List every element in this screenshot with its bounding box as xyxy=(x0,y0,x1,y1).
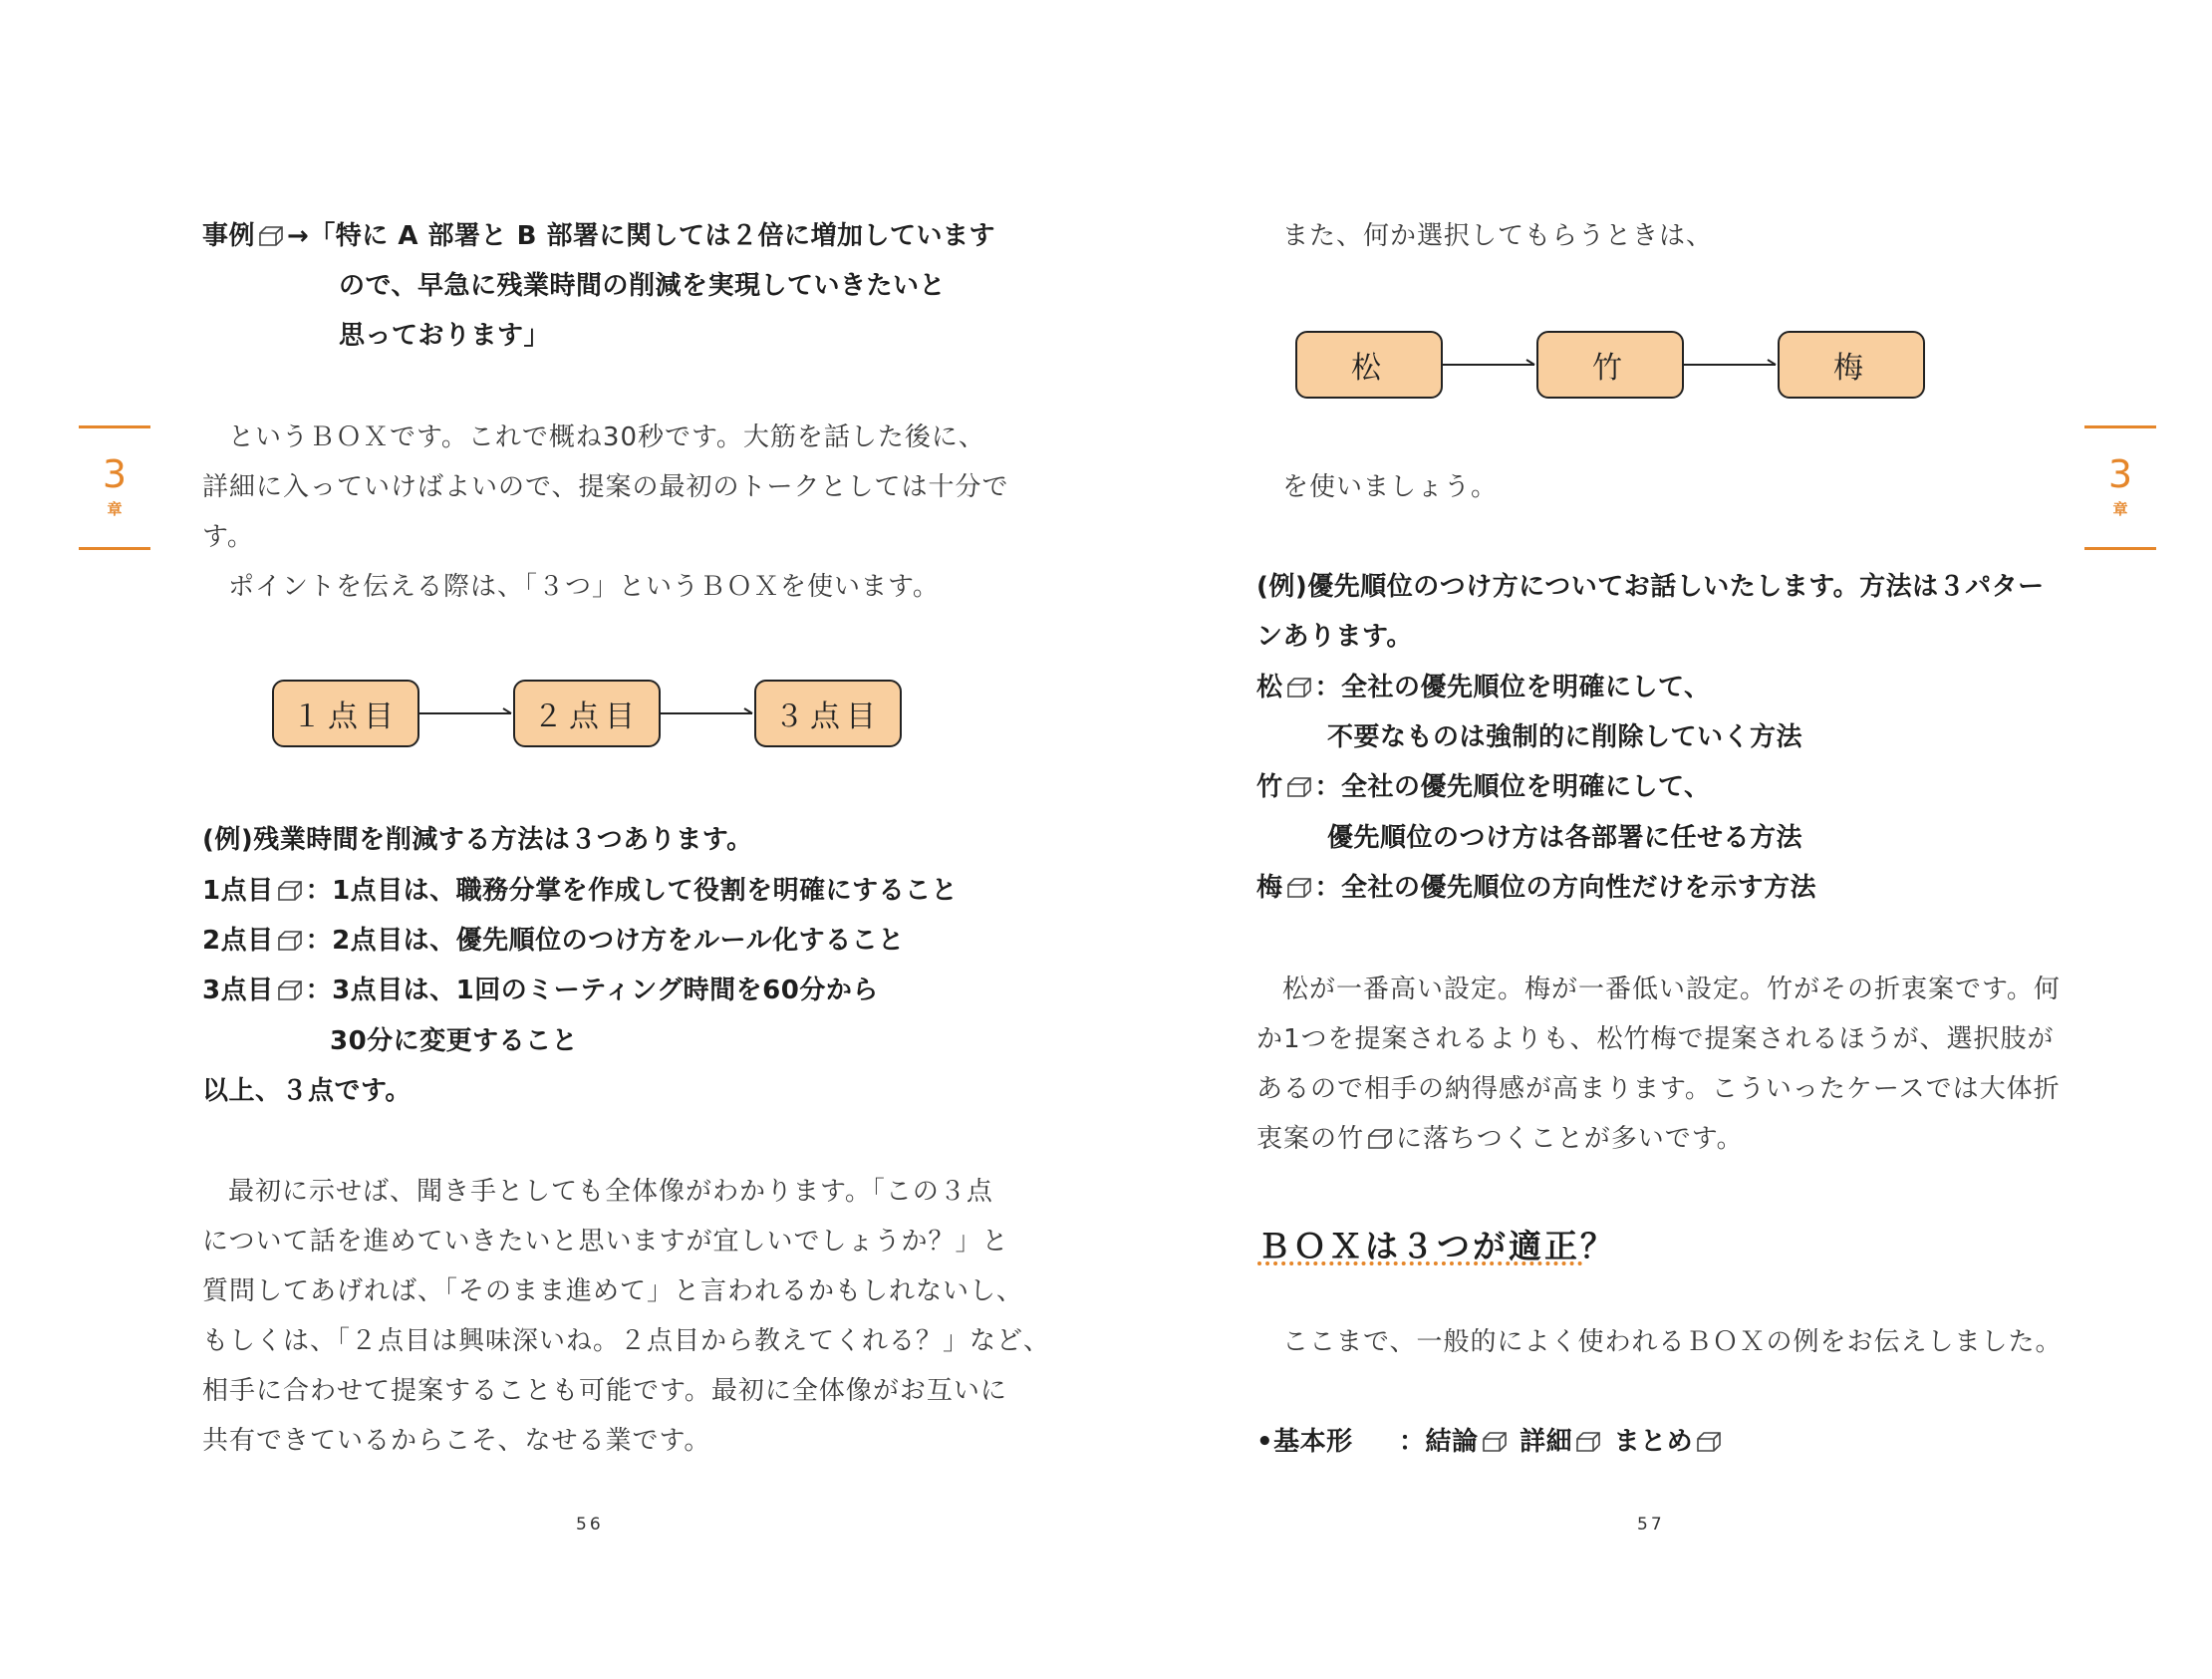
after-flow-line: を使いましょう。 xyxy=(1282,472,1499,502)
flow-box-matsu: 松 xyxy=(1295,331,1443,399)
example-line-3: 思っております」 xyxy=(339,321,551,351)
intro-line: また、何か選択してもらうときは、 xyxy=(1282,221,1714,251)
page-number: 57 xyxy=(1637,1515,1665,1535)
box-icon xyxy=(1481,1430,1509,1454)
para-line: 最初に示せば、聞き手としても全体像がわかります。「この３点 xyxy=(228,1177,993,1207)
basic-item-conclusion: ：結論 xyxy=(1399,1427,1479,1457)
para-line: あるので相手の納得感が高まります。こういったケースでは大体折 xyxy=(1256,1074,2061,1104)
para-line xyxy=(1256,1124,1744,1154)
basic-item-detail: 詳細 xyxy=(1520,1427,1573,1457)
item-text: ：全社の優先順位の方向性だけを示す方法 xyxy=(1314,873,1817,903)
item-label: 1点目 xyxy=(202,876,274,906)
para-text: 衷案の竹 xyxy=(1256,1124,1365,1154)
tab-rule-bottom xyxy=(2084,547,2156,550)
box-icon xyxy=(276,879,304,903)
box-icon xyxy=(276,929,304,953)
item-text: ：全社の優先順位を明確にして、 xyxy=(1314,772,1711,802)
item-label: 松 xyxy=(1256,673,1283,702)
para-line: 松が一番高い設定。梅が一番低い設定。竹がその折衷案です。何 xyxy=(1282,975,2061,1004)
chapter-number: 3 xyxy=(102,452,128,496)
flow-box-point-1: １点目 xyxy=(272,680,419,747)
example-item-matsu xyxy=(1256,673,1711,702)
arrow-right-icon xyxy=(661,703,756,723)
flow-box-point-3: ３点目 xyxy=(754,680,902,747)
example-quote-1: →「特に A 部署と B 部署に関しては２倍に増加しています xyxy=(287,221,995,251)
box-icon xyxy=(276,979,304,1002)
example2-continuation: 30分に変更すること xyxy=(330,1026,579,1056)
item-label: 2点目 xyxy=(202,926,274,956)
para-line: 質問してあげれば、「そのまま進めて」と言われるかもしれないし、 xyxy=(202,1276,1024,1306)
example-line-2: ので、早急に残業時間の削減を実現していきたいと xyxy=(339,271,946,301)
para-line: というＢＯＸです。これで概ね30秒です。大筋を話した後に、 xyxy=(228,422,985,452)
box-icon xyxy=(1285,876,1313,900)
para-line: 詳細に入っていけばよいので、提案の最初のトークとしては十分で xyxy=(202,472,1009,502)
tab-rule-bottom xyxy=(79,547,150,550)
basic-form-items xyxy=(1399,1427,1725,1457)
arrow-right-icon xyxy=(1684,355,1780,375)
flow-box-point-2: ２点目 xyxy=(513,680,661,747)
item-label: 梅 xyxy=(1256,873,1283,903)
arrow-right-icon xyxy=(419,703,515,723)
flow-box-take: 竹 xyxy=(1536,331,1684,399)
item-label: 竹 xyxy=(1256,772,1283,802)
tab-rule-top xyxy=(79,425,150,428)
box-icon xyxy=(1285,775,1313,799)
chapter-label: 章 xyxy=(2112,500,2128,518)
box-icon xyxy=(1695,1430,1723,1454)
item-text: ：全社の優先順位を明確にして、 xyxy=(1314,673,1711,702)
para-line: す。 xyxy=(202,522,254,552)
section-heading: ＢＯＸは３つが適正？ xyxy=(1257,1227,1616,1265)
example2-item xyxy=(202,876,958,906)
example-line: ンあります。 xyxy=(1256,622,1413,652)
item-text: ：2点目は、優先順位のつけ方をルール化すること xyxy=(305,926,905,956)
example-line: (例)優先順位のつけ方についてお話しいたします。方法は３パター xyxy=(1256,572,2045,602)
arrow-right-icon xyxy=(1443,355,1538,375)
para-line: か1つを提案されるよりも、松竹梅で提案されるほうが、選択肢が xyxy=(1256,1024,2055,1054)
basic-item-summary: まとめ xyxy=(1613,1427,1694,1457)
example2-item xyxy=(202,976,879,1005)
item-continuation: 優先順位のつけ方は各部署に任せる方法 xyxy=(1327,823,1803,853)
tab-rule-top xyxy=(2084,425,2156,428)
example-item-ume xyxy=(1256,873,1816,903)
chapter-label: 章 xyxy=(107,500,123,518)
basic-form-label: •基本形 xyxy=(1256,1427,1353,1457)
para-line: について話を進めていきたいと思いますが宜しいでしょうか？」と xyxy=(202,1227,1009,1257)
box-icon xyxy=(1366,1127,1394,1151)
example2-closing: 以上、３点です。 xyxy=(202,1076,412,1106)
item-label: 3点目 xyxy=(202,976,274,1005)
para-line: ポイントを伝える際は、「３つ」というＢＯＸを使います。 xyxy=(228,572,940,602)
heading-underline xyxy=(1257,1261,1582,1265)
box-icon xyxy=(257,224,285,248)
example2-intro: (例)残業時間を削減する方法は３つあります。 xyxy=(202,825,753,855)
para-line: もしくは、「２点目は興味深いね。２点目から教えてくれる？」など、 xyxy=(202,1326,1051,1356)
example-label: 事例 xyxy=(202,221,256,251)
example2-item xyxy=(202,926,905,956)
box-icon xyxy=(1285,676,1313,700)
page-number: 56 xyxy=(576,1515,604,1535)
para-line: 相手に合わせて提案することも可能です。最初に全体像がお互いに xyxy=(202,1376,1007,1406)
example-item-take xyxy=(1256,772,1711,802)
flow-box-ume: 梅 xyxy=(1778,331,1925,399)
para-line: 共有できているからこそ、なせる業です。 xyxy=(202,1426,711,1456)
chapter-number: 3 xyxy=(2107,452,2133,496)
example-line-1 xyxy=(202,221,995,251)
box-icon xyxy=(1574,1430,1602,1454)
item-continuation: 不要なものは強制的に削除していく方法 xyxy=(1327,722,1803,752)
item-text: ：1点目は、職務分掌を作成して役割を明確にすること xyxy=(305,876,959,906)
para-text: に落ちつくことが多いです。 xyxy=(1396,1124,1744,1154)
para-line: ここまで、一般的によく使われるＢＯＸの例をお伝えしました。 xyxy=(1282,1327,2063,1357)
item-text: ：3点目は、1回のミーティング時間を60分から xyxy=(305,976,879,1005)
